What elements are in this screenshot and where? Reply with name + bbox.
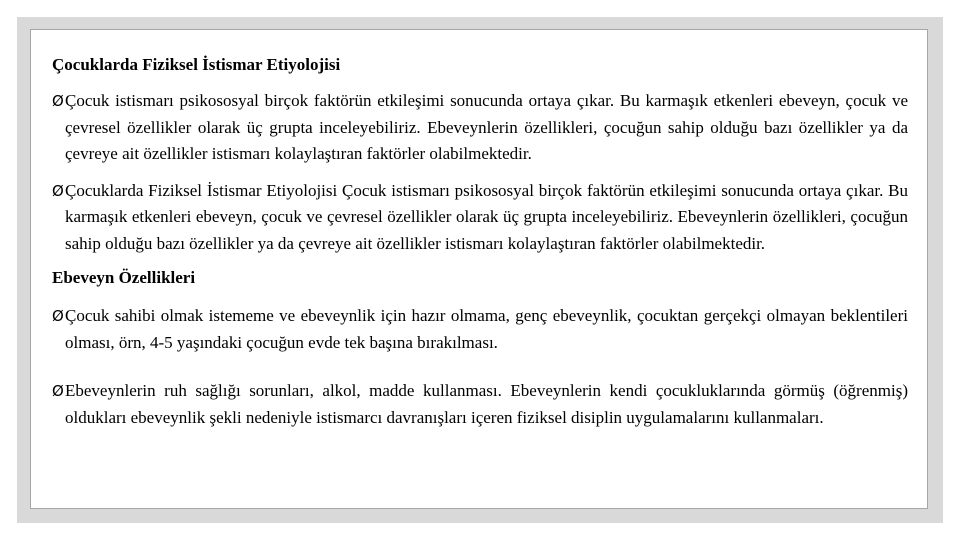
paragraph-text: Çocuklarda Fiziksel İstismar Etiyolojisi Çocuk istismarı psikososyal birçok faktörün etkileşimi sonucunda ortaya çıkar. Bu karmaşık etkenleri ebeveyn, çocuk ve çevresel özellikler olarak üç grupta inceleyebiliriz. Ebeveynlerin özellikleri, çocuğun sahip olduğu bazı özellikler ya da çevreye ait özellikler istismarı kolaylaştıran faktörler olabilmektedir. (65, 180, 908, 253)
section-heading-etiology: Çocuklarda Fiziksel İstismar Etiyolojisi (52, 55, 341, 74)
paragraph-text: Çocuk sahibi olmak istememe ve ebeveynlik için hazır olmama, genç ebeveynlik, çocuktan gerçekçi olmayan beklentileri olması, örn, 4-5 yaşındaki çocuğun evde tek başına bırakılması. (65, 306, 908, 352)
arrow-bullet-icon: Ø (52, 92, 64, 110)
slide-frame (17, 17, 943, 523)
arrow-bullet-icon: Ø (52, 382, 64, 400)
bullet-paragraph (52, 178, 908, 258)
section-heading-parent-traits: Ebeveyn Özellikleri (52, 268, 196, 287)
paragraph-text: Ebeveynlerin ruh sağlığı sorunları, alkol, madde kullanması. Ebeveynlerin kendi çocukluklarında görmüş (öğrenmiş) oldukları ebeveynlik şekli nedeniyle istismarcı davranışları içeren fiziksel disiplin uygulamalarını kullanmaları. (65, 381, 908, 427)
bullet-paragraph (52, 378, 908, 431)
slide-content (52, 54, 908, 441)
text-card (30, 29, 928, 509)
bullet-paragraph (52, 303, 908, 356)
arrow-bullet-icon: Ø (52, 307, 64, 325)
arrow-bullet-icon: Ø (52, 181, 64, 200)
paragraph-text: Çocuk istismarı psikososyal birçok faktörün etkileşimi sonucunda ortaya çıkar. Bu karmaşık etkenleri ebeveyn, çocuk ve çevresel özellikler olarak üç grupta inceleyebiliriz. Ebeveynlerin özellikleri, çocuğun sahip olduğu bazı özellikler ya da çevreye ait özellikler istismarı kolaylaştıran faktörler olabilmektedir. (65, 91, 908, 163)
bullet-paragraph (52, 88, 908, 168)
